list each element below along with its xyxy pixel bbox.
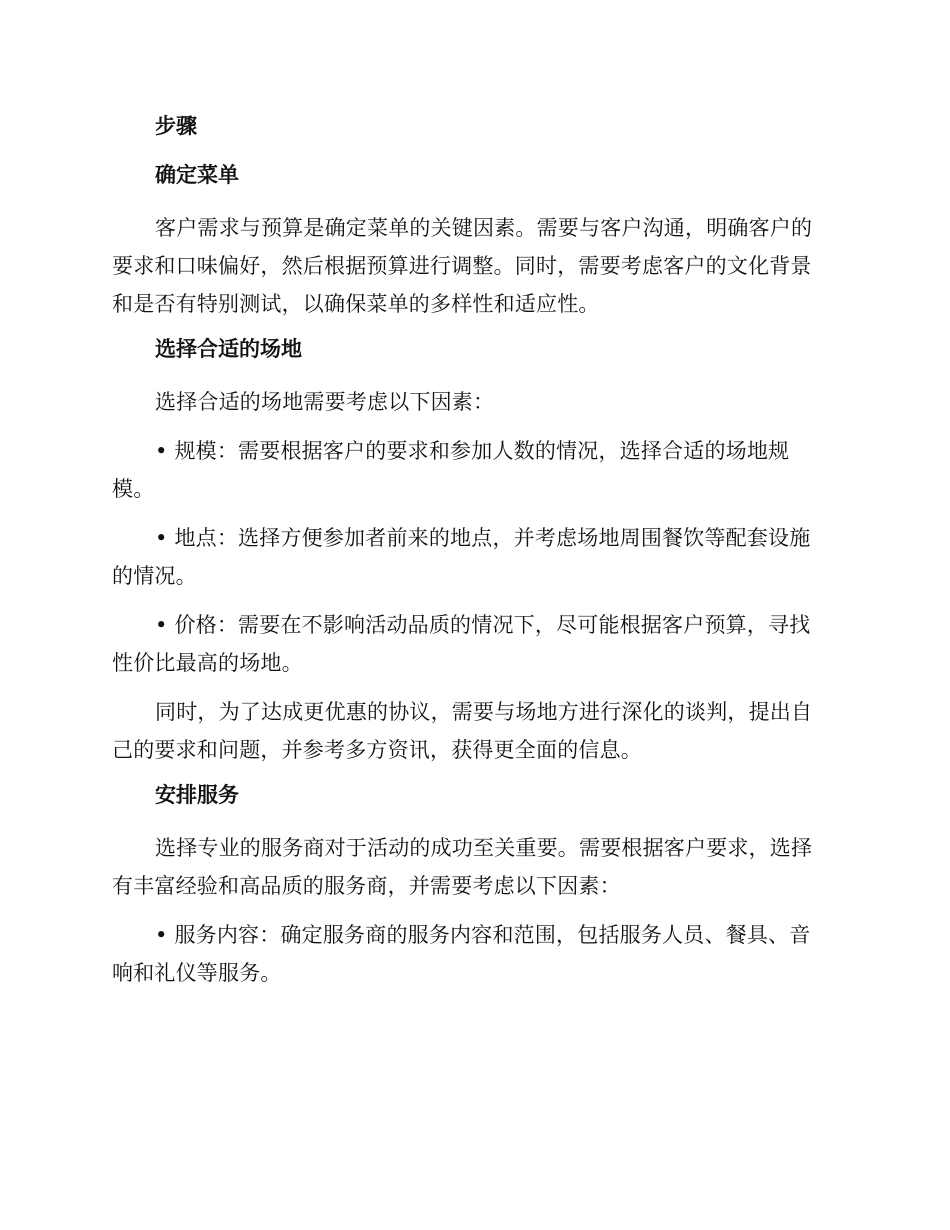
section-heading-services: 安排服务 (155, 783, 239, 807)
section-heading-menu: 确定菜单 (155, 163, 239, 187)
section-heading-steps: 步骤 (155, 114, 197, 138)
bullet-service-content: • 服务内容：确定服务商的服务内容和范围，包括服务人员、餐具、音响和礼仪等服务。 (112, 923, 811, 985)
bullet-scale: • 规模：需要根据客户的要求和参加人数的情况，选择合适的场地规模。 (112, 439, 790, 501)
bullet-price: • 价格：需要在不影响活动品质的情况下，尽可能根据客户预算，寻找性价比最高的场地。 (112, 613, 811, 675)
bullet-location: • 地点：选择方便参加者前来的地点，并考虑场地周围餐饮等配套设施的情况。 (112, 526, 811, 588)
paragraph-negotiation: 同时，为了达成更优惠的协议，需要与场地方进行深化的谈判，提出自己的要求和问题，并参考多方资讯，获得更全面的信息。 (112, 700, 813, 762)
paragraph-services-intro: 选择专业的服务商对于活动的成功至关重要。需要根据客户要求，选择有丰富经验和高品质的服务商，并需要考虑以下因素： (112, 836, 813, 898)
paragraph-venue-intro: 选择合适的场地需要考虑以下因素： (155, 390, 495, 414)
section-heading-venue: 选择合适的场地 (155, 337, 302, 361)
paragraph-menu: 客户需求与预算是确定菜单的关键因素。需要与客户沟通，明确客户的要求和口味偏好，然后根据预算进行调整。同时，需要考虑客户的文化背景和是否有特别测试，以确保菜单的多样性和适应性。 (112, 216, 813, 316)
